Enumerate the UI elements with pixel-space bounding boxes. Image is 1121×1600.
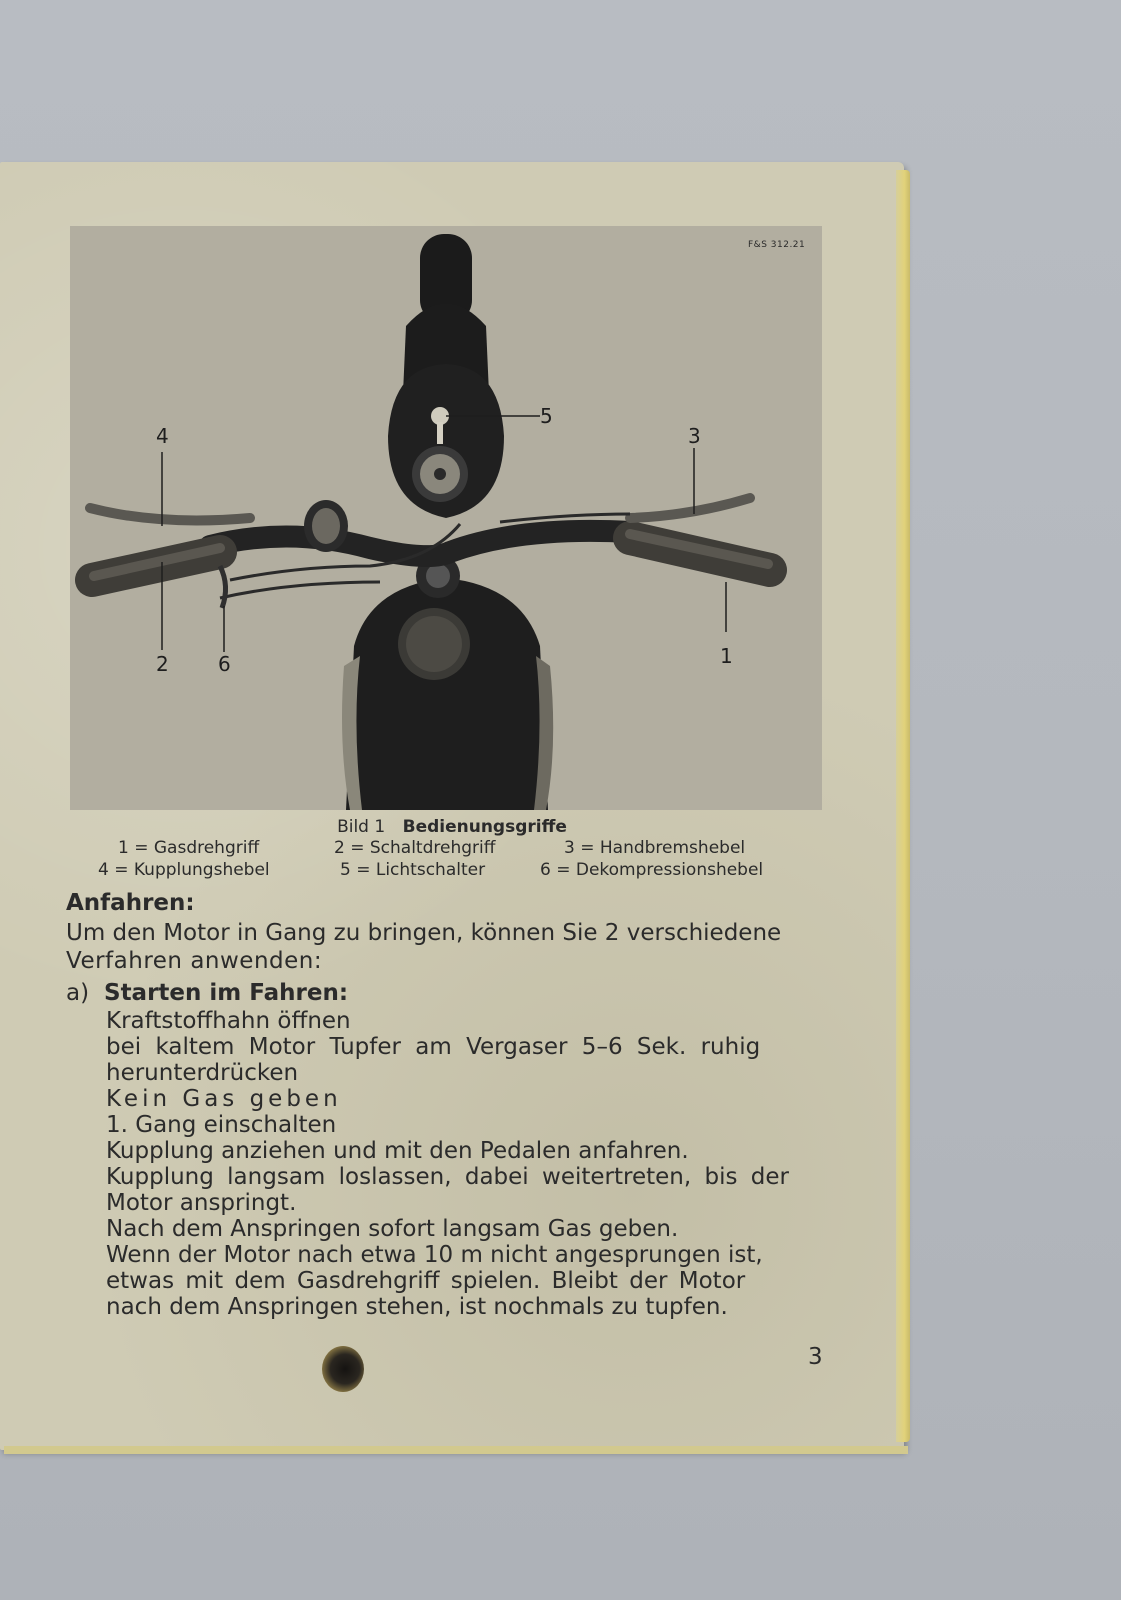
step-line: Kraftstoffhahn öffnen (106, 1008, 351, 1034)
page-bottom-edge (4, 1446, 908, 1454)
caption-title: Bedienungsgriffe (402, 817, 567, 837)
step-line: Motor anspringt. (106, 1190, 297, 1216)
step-line: bei kaltem Motor Tupfer am Vergaser 5–6 Sek. ruhig (106, 1034, 761, 1060)
callout-3: 3 (688, 424, 701, 448)
punch-hole (322, 1346, 364, 1392)
step-line: herunterdrücken (106, 1060, 299, 1086)
legend-item-4: 4 = Kupplungshebel (98, 860, 270, 880)
intro-line-2: Verfahren anwenden: (66, 948, 323, 974)
handlebar-photo (70, 226, 822, 810)
caption-bild: Bild 1 (337, 817, 386, 837)
callout-2: 2 (156, 652, 169, 676)
page-number: 3 (808, 1344, 823, 1370)
step-line: 1. Gang einschalten (106, 1112, 337, 1138)
section-a-marker: a) (66, 980, 90, 1006)
intro-line-1: Um den Motor in Gang zu bringen, können Sie 2 verschiedene (66, 920, 782, 946)
legend-item-3: 3 = Handbremshebel (564, 838, 746, 858)
step-line: etwas mit dem Gasdrehgriff spielen. Bleibt der Motor (106, 1268, 746, 1294)
page-edge (896, 170, 910, 1442)
step-line: nach dem Anspringen stehen, ist nochmals zu tupfen. (106, 1294, 728, 1320)
section-heading: Anfahren: (66, 890, 195, 916)
legend-item-6: 6 = Dekompressionshebel (540, 860, 764, 880)
callout-6: 6 (218, 652, 231, 676)
photo-code: F&S 312.21 (748, 240, 806, 250)
legend-item-1: 1 = Gasdrehgriff (118, 838, 260, 858)
figure-caption (0, 817, 904, 837)
callout-5: 5 (540, 404, 553, 428)
callout-4: 4 (156, 424, 169, 448)
section-a-title: Starten im Fahren: (104, 980, 349, 1006)
legend-item-5: 5 = Lichtschalter (340, 860, 486, 880)
step-line: Kein Gas geben (106, 1086, 342, 1112)
step-line: Kupplung anziehen und mit den Pedalen anfahren. (106, 1138, 689, 1164)
step-line: Kupplung langsam loslassen, dabei weitertreten, bis der (106, 1164, 789, 1190)
callout-1: 1 (720, 644, 733, 668)
step-line: Wenn der Motor nach etwa 10 m nicht angesprungen ist, (106, 1242, 763, 1268)
legend-item-2: 2 = Schaltdrehgriff (334, 838, 496, 858)
step-line: Nach dem Anspringen sofort langsam Gas geben. (106, 1216, 679, 1242)
